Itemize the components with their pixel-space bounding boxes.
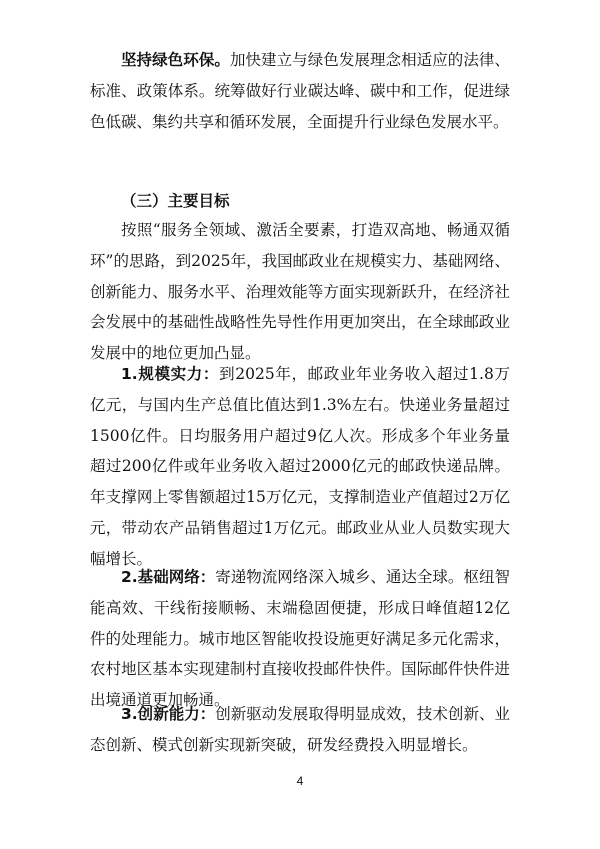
paragraph-intro: 按照“服务全领域、激活全要素，打造双高地、畅通双循环”的思路，到2025年，我国邮政业在规模实力、基础网络、创新能力、服务水平、治理效能等方面实现新跃升，在经济社会发展中的基础性战略性先导性作用更加突出，在全球邮政业发展中的地位更加凸显。	[90, 221, 510, 363]
paragraph-lead: 坚持绿色环保。	[121, 51, 230, 69]
paragraph-text: 加快建立与绿色发展理念相适应的法律、标准、政策体系。统筹做好行业碳达峰、碳中和工作，促进绿色低碳、集约共享和循环发展，全面提升行业绿色发展水平。	[90, 51, 510, 131]
paragraph-text: 寄递物流网络深入城乡、通达全球。枢纽智能高效、干线衔接顺畅、末端稳固便捷，形成日峰值超12亿件的处理能力。城市地区智能收投设施更好满足多元化需求，农村地区基本实现建制村直接收投邮件快件。国际邮件快件进出境通道更加畅通。	[90, 568, 510, 710]
paragraph-lead: 3.创新能力：	[121, 705, 216, 723]
paragraph-lead: 2.基础网络：	[121, 568, 216, 586]
paragraph-text: 到2025年，邮政业年业务收入超过1.8万亿元，与国内生产总值比值达到1.3%左右。快递业务量超过1500亿件。日均服务用户超过9亿人次。形成多个年业务量超过200亿件或年业务收入超过2000亿元的邮政快递品牌。年支撑网上零售额超过15万亿元，支撑制造业产值超过2万亿元，带动农产品销售超过1万亿元。邮政业从业人员数实现大幅增长。	[90, 365, 510, 568]
paragraph-scale-strength	[90, 359, 510, 575]
paragraph-green-environment	[90, 45, 510, 137]
paragraph-lead: 1.规模实力：	[121, 365, 220, 383]
page-number: 4	[296, 774, 304, 788]
paragraph-innovation	[90, 699, 510, 761]
paragraph-basic-network	[90, 562, 510, 716]
paragraph-text: 创新驱动发展取得明显成效，技术创新、业态创新、模式创新实现新突破，研发经费投入明显增长。	[90, 705, 510, 754]
section-heading-main-goals: （三）主要目标	[121, 192, 230, 210]
